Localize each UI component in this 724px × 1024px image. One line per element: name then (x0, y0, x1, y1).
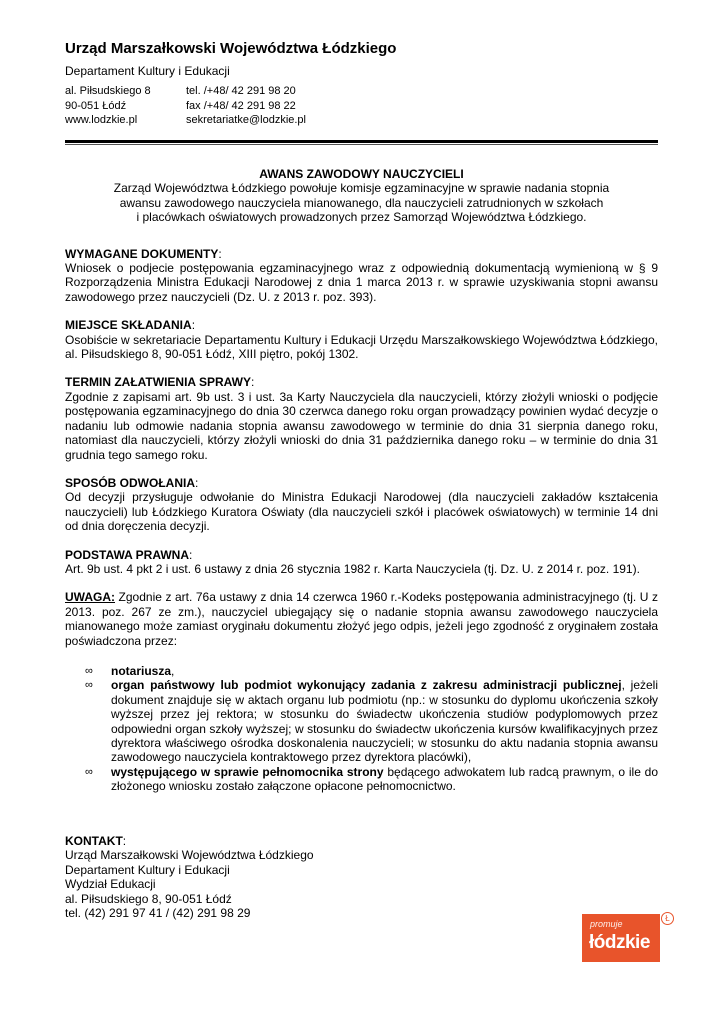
contact-label: KONTAKT (65, 834, 123, 848)
infinity-bullet-icon: ∞ (85, 664, 93, 677)
document-body (65, 167, 658, 794)
note-text: Zgodnie z art. 76a ustawy z dnia 14 czerwca 1960 r.-Kodeks postępowania administracyjnego (tj. U z 2013. poz. 267 ze zm.), nauczyciel ubiegający się o nadanie stopnia awansu zawodowego nauczyciela mianowanego może zamiast oryginału dokumentu złożyć jego odpis, jeżeli jego zgodność z oryginałem została poświadczona przez: (65, 590, 658, 648)
section-text: Od decyzji przysługuje odwołanie do Ministra Edukacji Narodowej (dla nauczycieli zakładów kształcenia nauczycieli) lub Łódzkiego Kuratora Oświaty (dla nauczycieli szkół i placówek oświatowych) w terminie 14 dni od dnia doręczenia decyzji. (65, 490, 658, 534)
list-item-text: , jeżeli dokument znajduje się w aktach organu lub podmiotu (np.: w stosunku do dyplomu ukończenia szkoły wyższej przez jej rektora; w stosunku do świadectw ukończenia studiów podyplomowych przez odpowiedni organ szkoły wyższej; w stosunku do świadectw ukończenia kursów kwalifikacyjnych przez dyrektora właściwego ośrodka doskonalenia nauczycieli; w stosunku do aktu nadania stopnia awansu zawodowego nauczyciela kontraktowego przez dyrektora placówki), (111, 678, 658, 765)
contact-block (186, 84, 306, 128)
section-label: PODSTAWA PRAWNA (65, 547, 190, 562)
intro-line: Zarząd Województwa Łódzkiego powołuje komisje egzaminacyjne w sprawie nadania stopnia (113, 181, 610, 196)
section-label: WYMAGANE DOKUMENTY (65, 246, 219, 261)
header-divider-thin (65, 144, 658, 145)
section-place: MIEJSCE SKŁADANIA: Osobiście w sekretariacie Departamentu Kultury i Edukacji Urzędu Marszałkowskiego Województwa Łódzkiego, al. Piłsudskiego 8, 90-051 Łódź, XIII piętro, pokój 1302. (65, 318, 658, 362)
logo-mark-icon: Ł (661, 912, 674, 925)
document-title: AWANS ZAWODOWY NAUCZYCIELI (259, 167, 464, 181)
department-name: Departament Kultury i Edukacji (65, 64, 230, 78)
address-street: al. Piłsudskiego 8 (65, 85, 151, 97)
intro-line: i placówkach oświatowych prowadzonych przez Samorząd Województwa Łódzkiego. (136, 210, 587, 225)
section-appeal: SPOSÓB ODWOŁANIA: Od decyzji przysługuje odwołanie do Ministra Edukacji Narodowej (dla nauczycieli zakładów kształcenia nauczycieli) lub Łódzkiego Kuratora Oświaty (dla nauczycieli szkół i placówek oświatowych) w terminie 14 dni od dnia doręczenia decyzji. (65, 475, 658, 534)
section-text: Zgodnie z zapisami art. 9b ust. 3 i ust. 3a Karty Nauczyciela dla nauczycieli, którzy złożyli wnioski o podjęcie postępowania egzaminacyjnego do dnia 30 czerwca danego roku organ prowadzący powinien wydać decyzje o nadaniu lub odmowie nadania stopnia awansu zawodowego w terminie do dnia 31 sierpnia danego roku, natomiast dla nauczycieli, którzy złożyli wnioski do dnia 31 października danego roku – w terminie do dnia 31 grudnia tego samego roku. (65, 389, 658, 462)
logo-small-text: promuje (590, 919, 623, 929)
section-legal-basis: PODSTAWA PRAWNA: Art. 9b ust. 4 pkt 2 i ust. 6 ustawy z dnia 26 stycznia 1982 r. Karta Nauczyciela (tj. Dz. U. z 2014 r. poz. 191). (65, 548, 658, 577)
section-label: SPOSÓB ODWOŁANIA (65, 475, 196, 490)
section-text: Art. 9b ust. 4 pkt 2 i ust. 6 ustawy z dnia 26 stycznia 1982 r. Karta Nauczyciela (tj. Dz. U. z 2014 r. poz. 191). (65, 561, 640, 576)
contact-block-footer: KONTAKT: Urząd Marszałkowski Województwa Łódzkiego Departament Kultury i Edukacji Wydział Edukacji al. Piłsudskiego 8, 90-051 Łódź tel. (42) 291 97 41 / (42) 291 98 29 (65, 834, 314, 921)
list-item (65, 765, 658, 794)
fax-number: fax /+48/ 42 291 98 22 (186, 99, 296, 112)
phone-number: tel. /+48/ 42 291 98 20 (186, 85, 296, 97)
intro-line: awansu zawodowego nauczyciela mianowanego, dla nauczycieli zatrudnionych w szkołach (119, 195, 604, 210)
logo-big-text: łódzkie (589, 932, 650, 953)
address-block (65, 84, 151, 128)
section-text: Wniosek o podjecie postępowania egzaminacyjnego wraz z odpowiednią dokumentacją wymienioną w § 9 Rozporządzenia Ministra Edukacji Narodowej z dnia 1 marca 2013 r. w sprawie uzyskiwania stopni awansu zawodowego przez nauczycieli (Dz. U. z 2013 r. poz. 393). (65, 261, 658, 304)
contact-line: Urząd Marszałkowski Województwa Łódzkiego (65, 848, 314, 863)
list-item-text: będącego adwokatem lub radcą prawnym, o ile do złożonego wniosku zostało załączone opłacone pełnomocnictwo. (111, 764, 659, 794)
header-divider (65, 140, 658, 143)
list-item-text: , (171, 663, 175, 678)
section-documents: WYMAGANE DOKUMENTY: Wniosek o podjecie postępowania egzaminacyjnego wraz z odpowiednią dokumentacją wymienioną w § 9 Rozporządzenia Ministra Edukacji Narodowej z dnia 1 marca 2013 r. w sprawie uzyskiwania stopni awansu zawodowego przez nauczycieli (Dz. U. z 2013 r. poz. 393). (65, 246, 658, 304)
section-label: TERMIN ZAŁATWIENIA SPRAWY (65, 375, 251, 390)
list-item-bold: występującego w sprawie pełnomocnika strony (111, 764, 384, 779)
address-postcode: 90-051 Łódź (65, 99, 127, 112)
list-item-bold: organ państwowy lub podmiot wykonujący zadania z zakresu administracji publicznej (111, 678, 622, 693)
note-paragraph (65, 590, 658, 648)
contact-line: al. Piłsudskiego 8, 90-051 Łódź (65, 891, 232, 906)
contact-line: Departament Kultury i Edukacji (65, 862, 230, 877)
infinity-bullet-icon: ∞ (85, 679, 93, 692)
certifier-list (65, 664, 658, 794)
contact-line: Wydział Edukacji (65, 877, 156, 892)
list-item-bold: notariusza (111, 663, 172, 678)
infinity-bullet-icon: ∞ (85, 765, 93, 778)
list-item (65, 664, 658, 678)
contact-line: tel. (42) 291 97 41 / (42) 291 98 29 (65, 906, 251, 921)
note-label: UWAGA: (65, 590, 115, 605)
section-text: Osobiście w sekretariacie Departamentu Kultury i Edukacji Urzędu Marszałkowskiego Województwa Łódzkiego, al. Piłsudskiego 8, 90-051 Łódź, XIII piętro, pokój 1302. (65, 332, 658, 362)
website-link[interactable]: www.lodzkie.pl (65, 114, 138, 126)
office-title: Urząd Marszałkowski Województwa Łódzkiego (65, 40, 397, 57)
promuje-lodzkie-logo (582, 914, 670, 962)
section-label: MIEJSCE SKŁADANIA (65, 318, 192, 333)
list-item (65, 678, 658, 764)
email-link[interactable]: sekretariatke@lodzkie.pl (186, 114, 306, 126)
section-deadline: TERMIN ZAŁATWIENIA SPRAWY: Zgodnie z zapisami art. 9b ust. 3 i ust. 3a Karty Nauczyciela dla nauczycieli, którzy złożyli wnioski o podjęcie postępowania egzaminacyjnego do dnia 30 czerwca danego roku organ prowadzący powinien wydać decyzje o nadaniu lub odmowie nadania stopnia awansu zawodowego w terminie do dnia 31 sierpnia danego roku, natomiast dla nauczycieli, którzy złożyli wnioski do dnia 31 października danego roku – w terminie do dnia 31 grudnia tego samego roku. (65, 375, 658, 462)
